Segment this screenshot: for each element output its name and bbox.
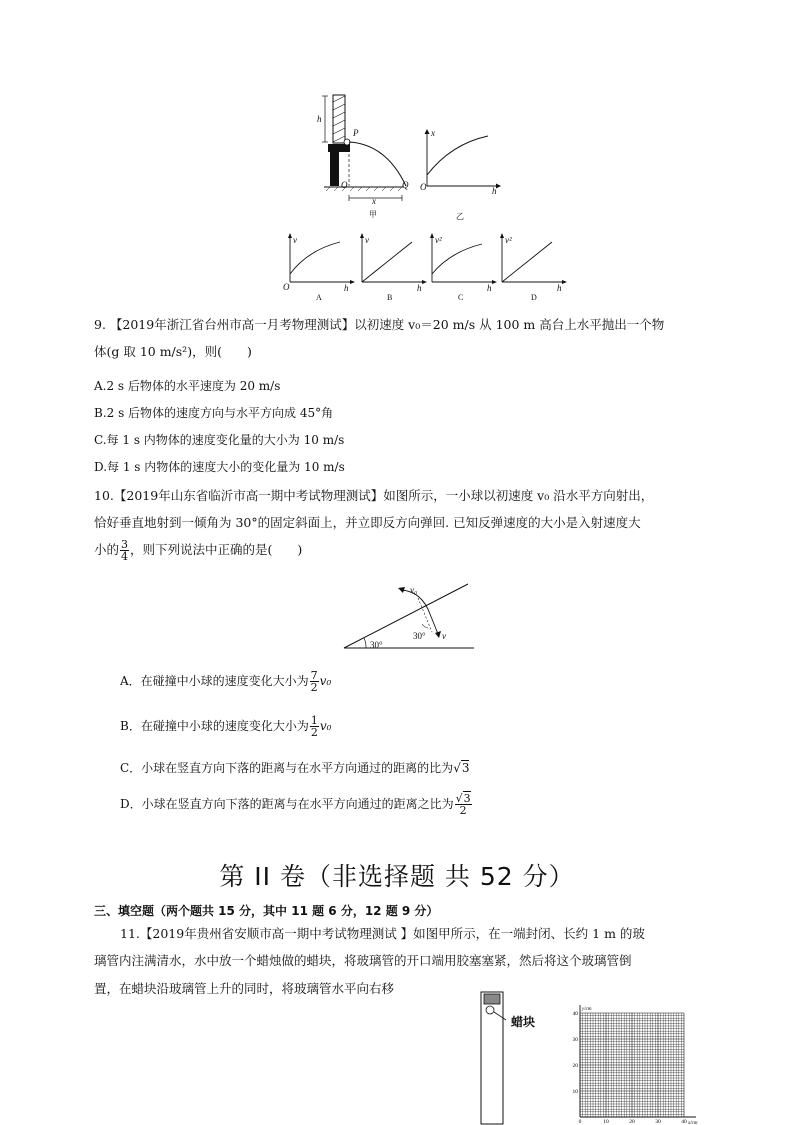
q10-line1: 10.【2019年山东省临沂市高一期中考试物理测试】如图所示，一小球以初速度 v₀ 沿水平方向射出，: [94, 488, 654, 503]
q10-line3-post: ，则下列说法中正确的是( ): [130, 542, 303, 557]
q10-c-radicand: 3: [461, 761, 470, 775]
q10-line3: [94, 539, 302, 562]
q10-line2: 恰好垂直地射到一倾角为 30°的固定斜面上，并立即反方向弹回. 已知反弹速度的大小是入射速度大: [94, 515, 641, 530]
wax-block-label: 蜡块: [511, 1015, 536, 1029]
q9-line1: 9. 【2019年浙江省台州市高一月考物理测试】以初速度 v₀＝20 m/s 从 100 m 高台上水平抛出一个物: [94, 317, 665, 332]
fig-jia-caption: 甲: [369, 210, 377, 219]
sqrt-sign: √: [453, 761, 461, 775]
graph-b-caption: B: [387, 293, 393, 302]
q10-line3-pre: 小的: [94, 542, 120, 557]
graph-d-xlabel: h: [557, 283, 562, 293]
q10-option-d: [120, 793, 473, 816]
q10-option-a: [120, 670, 331, 693]
grid-y-tick-label: 30: [572, 1037, 578, 1043]
q10-a-v0: v₀: [319, 674, 332, 688]
graph-a-xlabel: h: [344, 283, 349, 293]
q10-option-a-text: A．在碰撞中小球的速度变化大小为: [120, 674, 309, 688]
graph-yi-origin: O: [420, 182, 427, 192]
q10-d-den: 2: [459, 804, 467, 817]
graph-d-caption: D: [531, 293, 537, 302]
option-graphs: [280, 230, 570, 300]
graph-a-origin: O: [283, 282, 290, 292]
grid-y-tick-label: 20: [572, 1063, 578, 1069]
q10-option-c: [120, 760, 469, 776]
graph-d-ylabel: v²: [505, 235, 512, 245]
graph-a-ylabel: v: [293, 235, 297, 245]
q10-fraction: [120, 539, 129, 562]
q10-option-d-text: D．小球在竖直方向下落的距离与在水平方向通过的距离之比为: [120, 797, 454, 811]
glass-tube-figure: [476, 990, 536, 1125]
graph-yi-xlabel: h: [492, 186, 497, 196]
graph-c-caption: C: [458, 293, 464, 302]
h-label: h: [317, 114, 322, 124]
q10-a-den: 2: [310, 681, 318, 694]
q-label: Q: [402, 180, 409, 190]
grid-x-tick-label: 40: [681, 1119, 687, 1125]
x-dim-label: x: [372, 196, 376, 206]
incline-angle-label: 30°: [370, 640, 383, 650]
q10-frac-den: 4: [121, 550, 129, 563]
q10-b-den: 2: [310, 726, 318, 739]
graph-yi-ylabel: x: [431, 128, 435, 138]
graph-a-caption: A: [316, 293, 322, 302]
q9-line2: 体(g 取 10 m/s²)，则( ): [94, 344, 252, 359]
p-label: P: [353, 128, 359, 138]
projectile-figure: [316, 92, 506, 222]
graph-b-xlabel: h: [417, 283, 422, 293]
q11-line3: 置，在蜡块沿玻璃管上升的同时，将玻璃管水平向右移: [94, 981, 395, 996]
section-heading: 三、填空题（两个题共 15 分，其中 11 题 6 分，12 题 9 分）: [94, 904, 439, 918]
grid-x-tick-label: 30: [655, 1119, 661, 1125]
q9-option-d: D.每 1 s 内物体的速度大小的变化量为 10 m/s: [94, 460, 345, 474]
incline-normal-angle-label: 30°: [413, 631, 426, 641]
grid-y-tick-label: 40: [572, 1011, 578, 1017]
grid-x-tick-label: 20: [629, 1119, 635, 1125]
q11-line2: 璃管内注满清水，水中放一个蜡烛做的蜡块，将玻璃管的开口端用胶塞塞紧，然后将这个玻璃管倒: [94, 953, 632, 968]
grid-y-tick-label: 10: [572, 1089, 578, 1095]
q11-line1: 11.【2019年贵州省安顺市高一期中考试物理测试 】如图甲所示，在一端封闭、长约 1 m 的玻: [120, 926, 645, 941]
fig-yi-caption: 乙: [456, 212, 464, 221]
coordinate-grid: [562, 1007, 698, 1125]
q10-option-a-fraction: [310, 670, 319, 693]
q10-b-num: 1: [310, 714, 318, 727]
q10-option-b: [120, 715, 331, 738]
graph-c-xlabel: h: [487, 283, 492, 293]
incline-v-label: v: [442, 631, 446, 641]
q10-option-c-text: C．小球在竖直方向下落的距离与在水平方向通过的距离的比为: [120, 761, 454, 775]
incline-v0-label: v₀: [410, 585, 418, 595]
q10-d-radicand: 3: [463, 792, 471, 805]
grid-x-tick-label: 10: [603, 1119, 609, 1125]
q9-option-a: A.2 s 后物体的水平速度为 20 m/s: [94, 379, 281, 393]
q10-frac-num: 3: [121, 538, 129, 551]
grid-x-tick-label: 0: [578, 1119, 582, 1125]
sqrt-sign: √: [455, 792, 463, 805]
graph-c-ylabel: v²: [435, 235, 442, 245]
q9-option-c: C.每 1 s 内物体的速度变化量的大小为 10 m/s: [94, 433, 345, 447]
graph-b-ylabel: v: [365, 235, 369, 245]
section-title: 第 II 卷（非选择题 共 52 分）: [219, 862, 575, 891]
q10-option-b-text: B．在碰撞中小球的速度变化大小为: [120, 719, 309, 733]
q10-option-b-fraction: [310, 715, 319, 738]
q10-b-v0: v₀: [319, 719, 332, 733]
q9-option-b: B.2 s 后物体的速度方向与水平方向成 45°角: [94, 406, 334, 420]
grid-x-axis-label: x/cm: [688, 1121, 698, 1125]
o-label: O: [341, 180, 348, 190]
q10-option-d-fraction: [455, 793, 472, 816]
grid-y-axis-label: y/cm: [582, 1007, 592, 1012]
q10-a-num: 7: [310, 669, 318, 682]
